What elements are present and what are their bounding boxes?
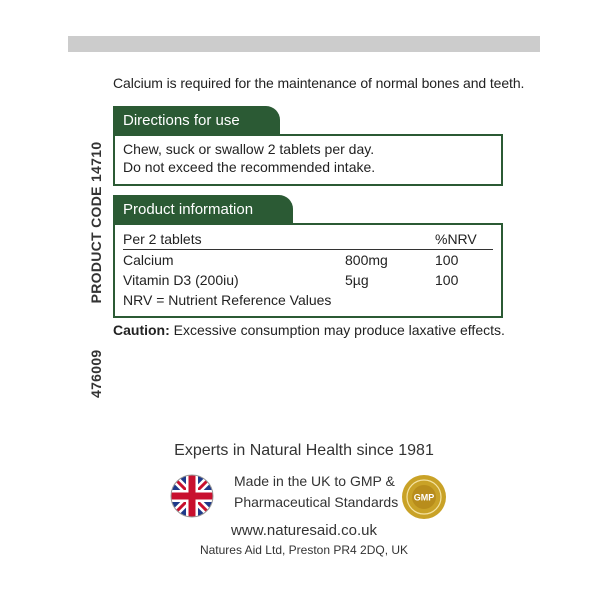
product-info-title: Product information [113,195,293,223]
product-code-vertical [88,142,104,398]
caution-label: Caution: [113,322,170,338]
intro-text: Calcium is required for the maintenance of normal bones and teeth. [113,75,525,91]
directions-box [113,134,503,186]
product-code: PRODUCT CODE 14710 [88,141,104,304]
product-info-box [113,223,503,318]
barcode-number: 476009 [88,349,104,398]
nutrient-name: Calcium [123,252,174,268]
table-footnote-row [123,290,493,310]
gmp-label: GMP [413,492,435,503]
table-row [123,250,493,271]
uk-flag-icon [170,474,214,518]
nutrient-amount: 5µg [345,272,369,288]
top-divider-bar [68,36,540,52]
website-link[interactable]: www.naturesaid.co.uk [231,522,377,539]
per-serving-label: Per 2 tablets [123,229,345,250]
nutrient-nrv: 100 [435,252,459,268]
directions-title: Directions for use [113,106,280,134]
caution-message: Excessive consumption may produce laxative effects. [169,322,505,338]
caution-text [113,322,505,338]
directions-line: Do not exceed the recommended intake. [123,159,376,175]
directions-line: Chew, suck or swallow 2 tablets per day. [123,141,375,157]
nutrient-nrv: 100 [435,272,459,288]
nrv-header: %NRV [435,229,493,250]
nrv-footnote: NRV = Nutrient Reference Values [123,292,332,308]
made-line: Made in the UK to GMP & [234,473,395,489]
made-line: Pharmaceutical Standards [234,494,399,510]
table-row [123,270,493,290]
company-address: Natures Aid Ltd, Preston PR4 2DQ, UK [199,543,409,557]
nutrition-table [123,229,493,310]
product-info-section [113,195,503,318]
nutrient-amount: 800mg [345,252,388,268]
nutrient-name: Vitamin D3 (200iu) [123,272,239,288]
made-in-uk-text [234,471,398,513]
gmp-seal-icon [401,474,447,520]
table-header-row [123,229,493,250]
experts-tagline: Experts in Natural Health since 1981 [174,442,434,459]
directions-section [113,106,503,186]
